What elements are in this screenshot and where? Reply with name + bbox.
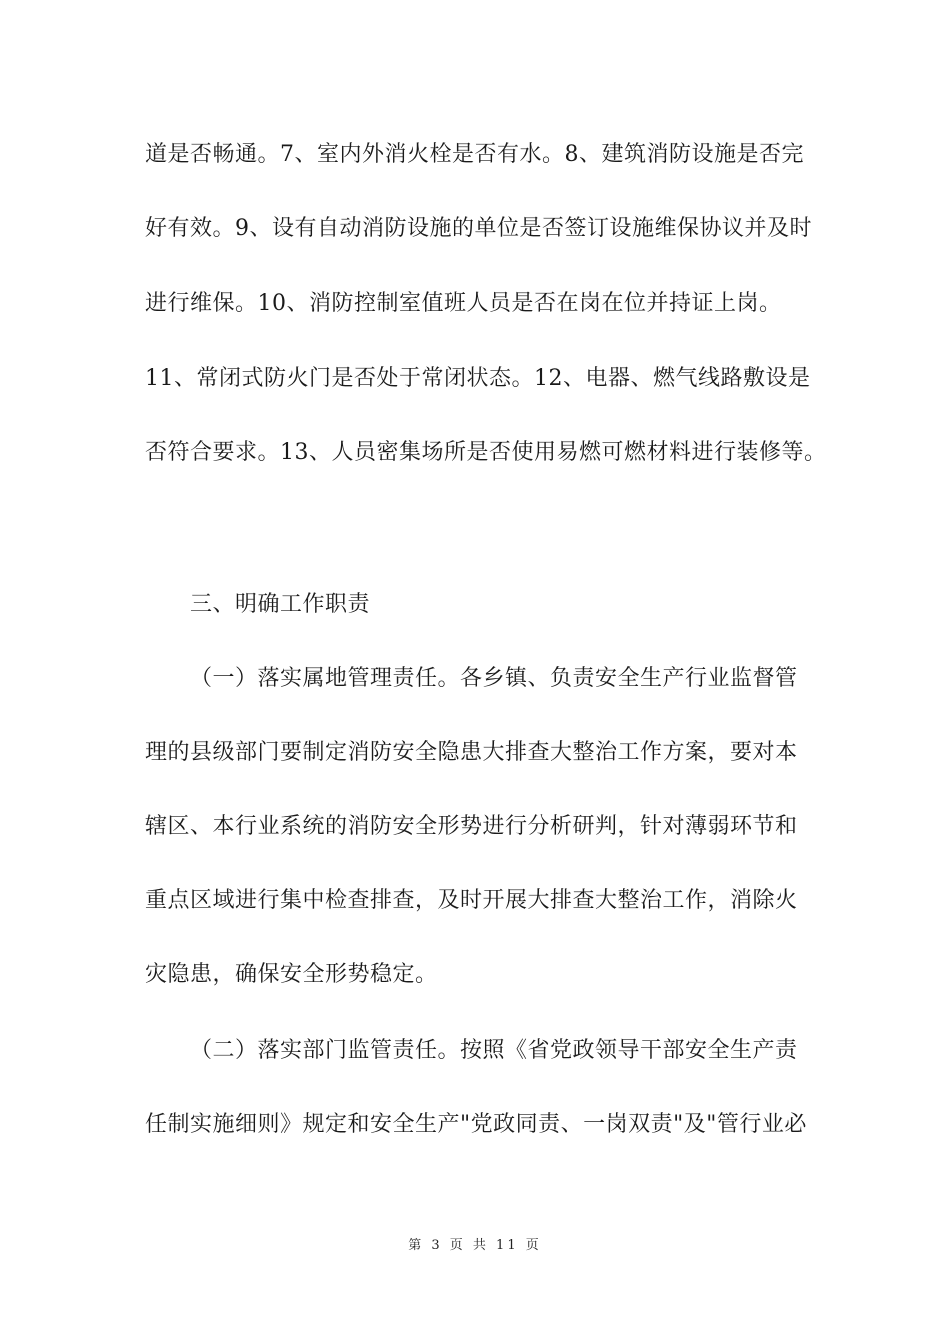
paragraph-line: 辖区、本行业系统的消防安全形势进行分析研判，针对薄弱环节和 <box>145 814 798 839</box>
body-text-line: 进行维保。10、消防控制室值班人员是否在岗在位并持证上岗。 <box>145 291 782 316</box>
body-text-line: 道是否畅通。7、室内外消火栓是否有水。8、建筑消防设施是否完 <box>145 142 804 167</box>
paragraph-line: 灾隐患，确保安全形势稳定。 <box>145 962 438 987</box>
paragraph-line: 重点区域进行集中检查排查，及时开展大排查大整治工作，消除火 <box>145 888 798 913</box>
paragraph-line: 理的县级部门要制定消防安全隐患大排查大整治工作方案，要对本 <box>145 740 798 765</box>
paragraph-line: （二）落实部门监管责任。按照《省党政领导干部安全生产责 <box>190 1038 798 1063</box>
section-heading: 三、明确工作职责 <box>190 592 371 617</box>
paragraph-line: （一）落实属地管理责任。各乡镇、负责安全生产行业监督管 <box>190 666 798 691</box>
body-text-line: 好有效。9、设有自动消防设施的单位是否签订设施维保协议并及时 <box>145 216 812 241</box>
paragraph-line: 任制实施细则》规定和安全生产"党政同责、一岗双责"及"管行业必 <box>145 1112 807 1137</box>
body-text-line: 11、常闭式防火门是否处于常闭状态。12、电器、燃气线路敷设是 <box>145 366 811 391</box>
page-number-footer: 第 3 页 共 11 页 <box>408 1238 542 1253</box>
body-text-line: 否符合要求。13、人员密集场所是否使用易燃可燃材料进行装修等。 <box>145 440 827 465</box>
